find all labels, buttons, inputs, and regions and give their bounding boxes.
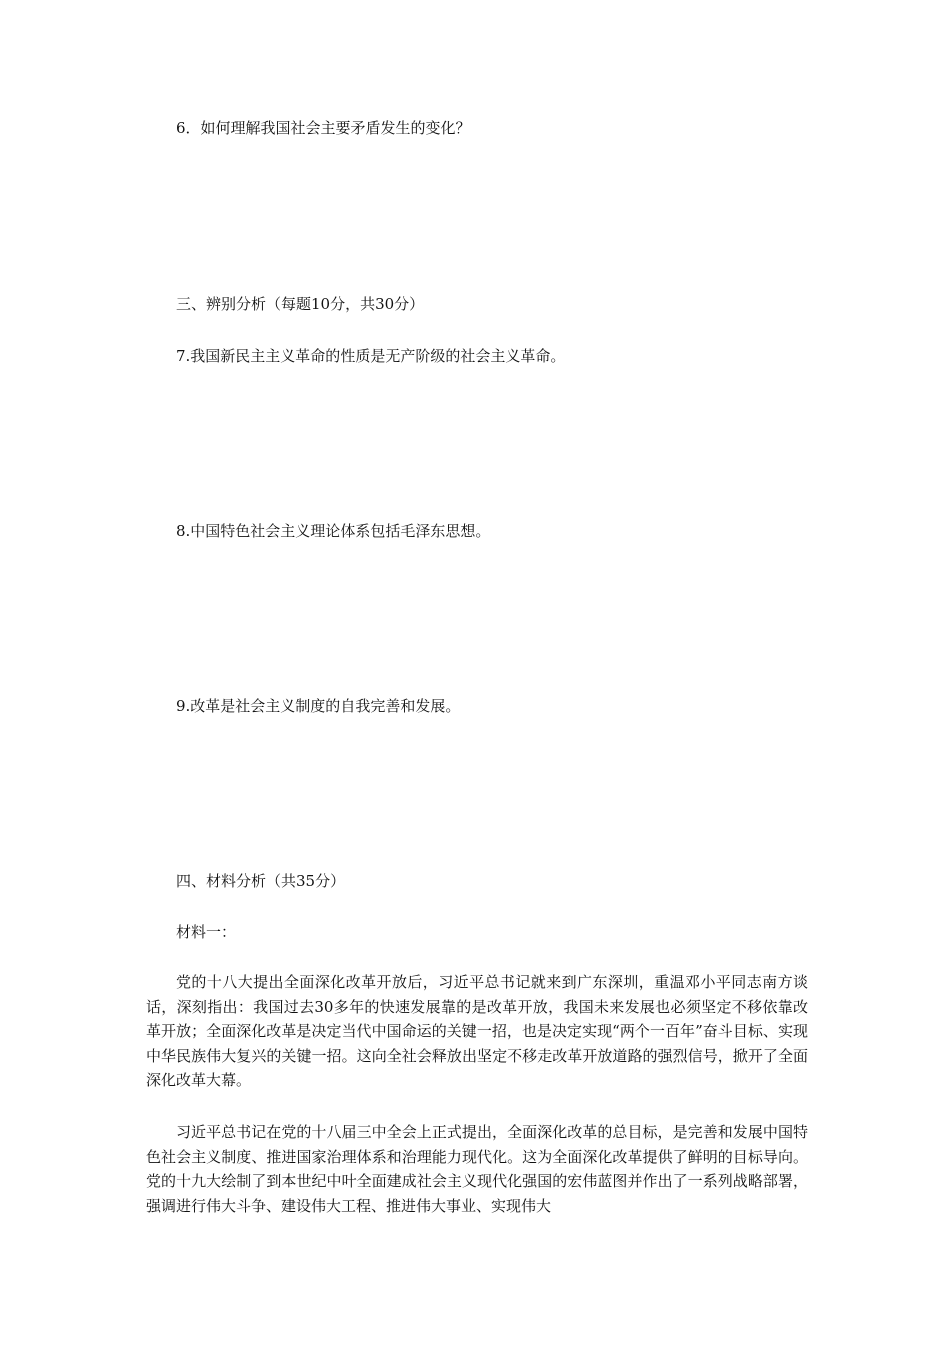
question-7: 7.我国新民主主义革命的性质是无产阶级的社会主义革命。 [176, 347, 566, 365]
material-1-label: 材料一： [176, 923, 237, 941]
material-1-paragraph-1: 党的十八大提出全面深化改革开放后，习近平总书记就来到广东深圳，重温邓小平同志南方谈话，深刻指出：我国过去30多年的快速发展靠的是改革开放，我国未来发展也必须坚定不移依靠改革开放；全面深化改革是决定当代中国命运的关键一招，也是决定实现“两个一百年”奋斗目标、实现中华民族伟大复兴的关键一招。这向全社会释放出坚定不移走改革开放道路的强烈信号，掀开了全面深化改革大幕。 [146, 973, 808, 1089]
section-4-heading: 四、材料分析（共35分） [176, 872, 346, 890]
question-9: 9.改革是社会主义制度的自我完善和发展。 [176, 697, 461, 715]
material-1-paragraph-2: 习近平总书记在党的十八届三中全会上正式提出，全面深化改革的总目标，是完善和发展中国特色社会主义制度、推进国家治理体系和治理能力现代化。这为全面深化改革提供了鲜明的目标导向。党的十九大绘制了到本世纪中叶全面建成社会主义现代化强国的宏伟蓝图并作出了一系列战略部署，强调进行伟大斗争、建设伟大工程、推进伟大事业、实现伟大 [146, 1123, 808, 1215]
question-8: 8.中国特色社会主义理论体系包括毛泽东思想。 [176, 522, 491, 540]
question-6: 6．如何理解我国社会主要矛盾发生的变化？ [176, 119, 471, 137]
section-3-heading: 三、辨别分析（每题10分，共30分） [176, 295, 425, 313]
